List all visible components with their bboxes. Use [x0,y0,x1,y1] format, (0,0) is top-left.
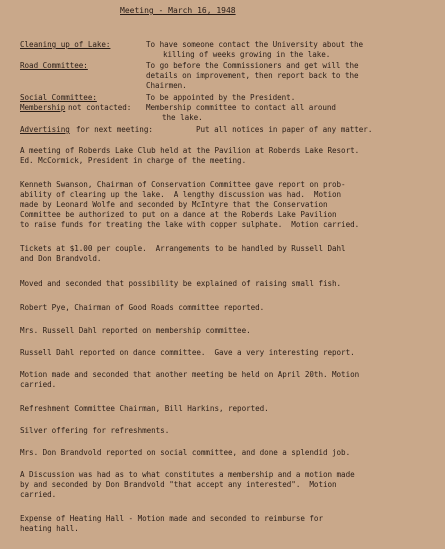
para-12-line-3: carried. [20,490,57,499]
para-13-line-1: Expense of Heating Hall - Motion made and seconded to reimburse for [20,514,323,523]
item-label-social: Social Committee: [20,93,97,102]
para-8-line-2: carried. [20,380,57,389]
para-1-line-2: Ed. McCormick, President in charge of the meeting. [20,156,247,165]
item-text-road-2: details on improvement, then report back to the [146,71,359,80]
para-12-line-2: by and seconded by Don Brandvold "that accept any interested". Motion [20,480,337,489]
para-5-line-1: Robert Pye, Chairman of Good Roads committee reported. [20,303,265,312]
para-3-line-1: Tickets at $1.00 per couple. Arrangements to be handled by Russell Dahl [20,244,346,253]
para-4-line-1: Moved and seconded that possibility be explained of raising small fish. [20,279,342,288]
item-text-lake-1: To have someone contact the University about the [146,40,364,49]
para-2-line-3: made by Leonard Wolfe and seconded by McIntyre that the Conservation [20,200,328,209]
item-label-membership: Membership [20,103,66,112]
item-text-lake-2: killing of weeks growing in the lake. [163,50,331,59]
para-2-line-5: to raise funds for treating the lake with copper sulphate. Motion carried. [20,220,360,229]
para-12-line-1: A Discussion was had as to what constitutes a membership and a motion made [20,470,355,479]
document-title: Meeting - March 16, 1948 [120,6,236,15]
para-3-line-2: and Don Brandvold. [20,254,102,263]
item-text-road-1: To go before the Commissioners and get will the [146,61,359,70]
para-8-line-1: Motion made and seconded that another meeting be held on April 20th. Motion [20,370,360,379]
item-text-membership-2: the lake. [162,113,203,122]
item-text-road-3: Chairmen. [146,81,187,90]
item-label-advertising-suffix: for next meeting: [76,125,153,134]
para-2-line-1: Kenneth Swanson, Chairman of Conservation Committee gave report on prob- [20,180,346,189]
para-1-line-1: A meeting of Roberds Lake Club held at the Pavilion at Roberds Lake Resort. [20,146,360,155]
item-label-lake: Cleaning up of Lake: [20,40,111,49]
para-7-line-1: Russell Dahl reported on dance committee. Gave a very interesting report. [20,348,355,357]
item-label-road: Road Committee: [20,61,88,70]
item-label-membership-suffix: not contacted: [68,103,132,112]
para-11-line-1: Mrs. Don Brandvold reported on social committee, and done a splendid job. [20,448,351,457]
item-text-membership-1: Membership committee to contact all around [146,103,336,112]
item-text-advertising-1: Put all notices in paper of any matter. [196,125,373,134]
item-label-advertising: Advertising [20,125,70,134]
para-13-line-2: heating hall. [20,524,79,533]
para-6-line-1: Mrs. Russell Dahl reported on membership committee. [20,326,251,335]
para-2-line-2: ability of clearing up the lake. A lengthy discussion was had. Motion [20,190,342,199]
para-9-line-1: Refreshment Committee Chairman, Bill Harkins, reported. [20,404,269,413]
item-text-social-1: To be appointed by the President. [146,93,296,102]
para-2-line-4: Committee be authorized to put on a dance at the Roberds Lake Pavilion [20,210,337,219]
para-10-line-1: Silver offering for refreshments. [20,426,170,435]
